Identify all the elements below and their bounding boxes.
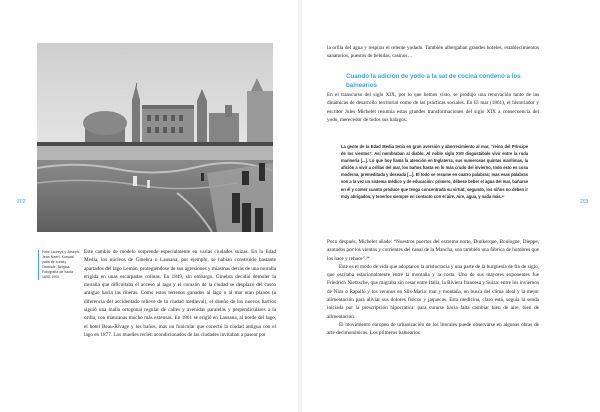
- paragraph: El movimiento europeo de urbanización de los litorales puede observarse en algunas obras de arte decimonónicas. Los primeros balnearios: [327, 321, 539, 337]
- paragraph: Este es el modo de vida que adoptaron la aristocracia y una parte de la burguesía de fin de siglo, que oscilaba estacionalmente entre la montaña y la costa. Uno de sus mayores exponentes fue Friedrich Nietzsche, que migraba sin cesar entre Italia, la Riviera francesa y Suiza: entre los inviernos de Niza o Rapallo y los veranos en Sils-Maria: mar y montaña, en busca del clima ideal y la mejor alimentación para aliviar sus dolores físicos y jaquecas. Esta medicina, claro está, seguía la senda iniciada por la prescripción hipocrática: para curarse hacía falta cambiar bien de aire, bien de alimentación.: [327, 263, 539, 320]
- quote-text: La gente de la Edad Media tenía en gran aversión y aborrecimiento al mar, “reino del Príncipe de los vientos”. Así nombraban al diablo. Al noble siglo XVII disgustábale vivir entre la ruda marinería [...]. Lo que hoy llama la atención en Inglaterra, sus numerosas quintas marítimas, la afición a vivir a orillas del mar, los baños hasta en lo más crudo del invierno, todo esto es cosa moderna, premeditada y deseada [...]. El todo se resume en cuatro palabras; mas esas palabras son a la vez un sistema médico y de educación: primero, débese beber el agua del mar, bañarse en él y comer cuanto produce que tenga concentrada su virtud; segundo, los niños no deben ir muy abrigados, y tenerlos siempre en contacto con el aire. Aire, agua, y nada más.³³: [341, 144, 528, 199]
- beach-photo-illustration: [37, 43, 273, 232]
- right-page: [302, 0, 600, 412]
- section-heading: Cuando la adición de yodo a la sal de cocina condenó a los balnearios: [346, 73, 521, 89]
- paragraph: Este cambio de modelo sorprende especialmente en varias ciudades suizas. En la Edad Media, los núcleos de Ginebra o Lausana, por ejemplo, se habían construido bastante apartados del lago Lemán, protegiéndose de sus agresiones y miasmas detrás de una muralla erigida en unas escarpadas colinas. En 1849, sin embargo, Ginebra decidió demoler la muralla que dificultaba el acceso al lago y el corazón de la ciudad se desplazó del casco antiguo hacia las riberas. Como estos terrenos ganados al lago o al mar eran planos (a diferencia del accidentado relieve de la ciudad medieval), el diseño de los nuevos barrios siguió una malla ortogonal regular de calles y avenidas paralelas y perpendiculares a la orilla, con manzanas mucho más extensas. En 1861 se erigió en Lausana, al borde del lago, el hotel Beau-Rivage y los baños, más un funicular que conectó la ciudad antigua con el lago en 1877. Los muelles recién acondicionados de las ciudades invitaban a pasear por: [84, 249, 276, 338]
- paragraph: Poco después, Michelet añade: “Nuestros puertos del extremo norte, Dunkerque, Boulogne, Dieppe, azotados por los vientos y corrientes del canal de la Mancha, son también una fábrica de hombres que los hace y rehace”.³⁴: [327, 239, 539, 262]
- left-page: [0, 0, 298, 412]
- left-body-text: [84, 248, 276, 339]
- page-number-right: 203: [580, 199, 589, 205]
- right-paragraph-1: [327, 91, 539, 124]
- paragraph: En el transcurso del siglo XIX, por lo que hemos visto, se produjo una renovación tanto de las dinámicas de desarrollo territorial como de las prácticas sociales. En El mar (1861), el historiador y escritor Jules Michelet resumía estas grandes transformaciones del siglo XIX a consecuencia del yodo, merecedor de todos sus halagos:: [327, 92, 539, 123]
- page-number-left: 202: [17, 199, 26, 205]
- right-intro-text: [327, 44, 539, 61]
- block-quote: [341, 143, 528, 200]
- paragraph: la orilla del agua y respirar el relente yodado. También albergaban grandes hoteles, establecimientos sanatorios, puestos de bebidas, casinos…: [327, 45, 539, 60]
- right-body-text: [327, 238, 539, 338]
- historic-beach-photo: [37, 43, 273, 232]
- photo-caption: Felix Laureys y Joseph-Jean Naert. Kursaal (sala de curas). Ostende, Bélgica. Fotografía de hacia 1890-1900.: [38, 250, 82, 280]
